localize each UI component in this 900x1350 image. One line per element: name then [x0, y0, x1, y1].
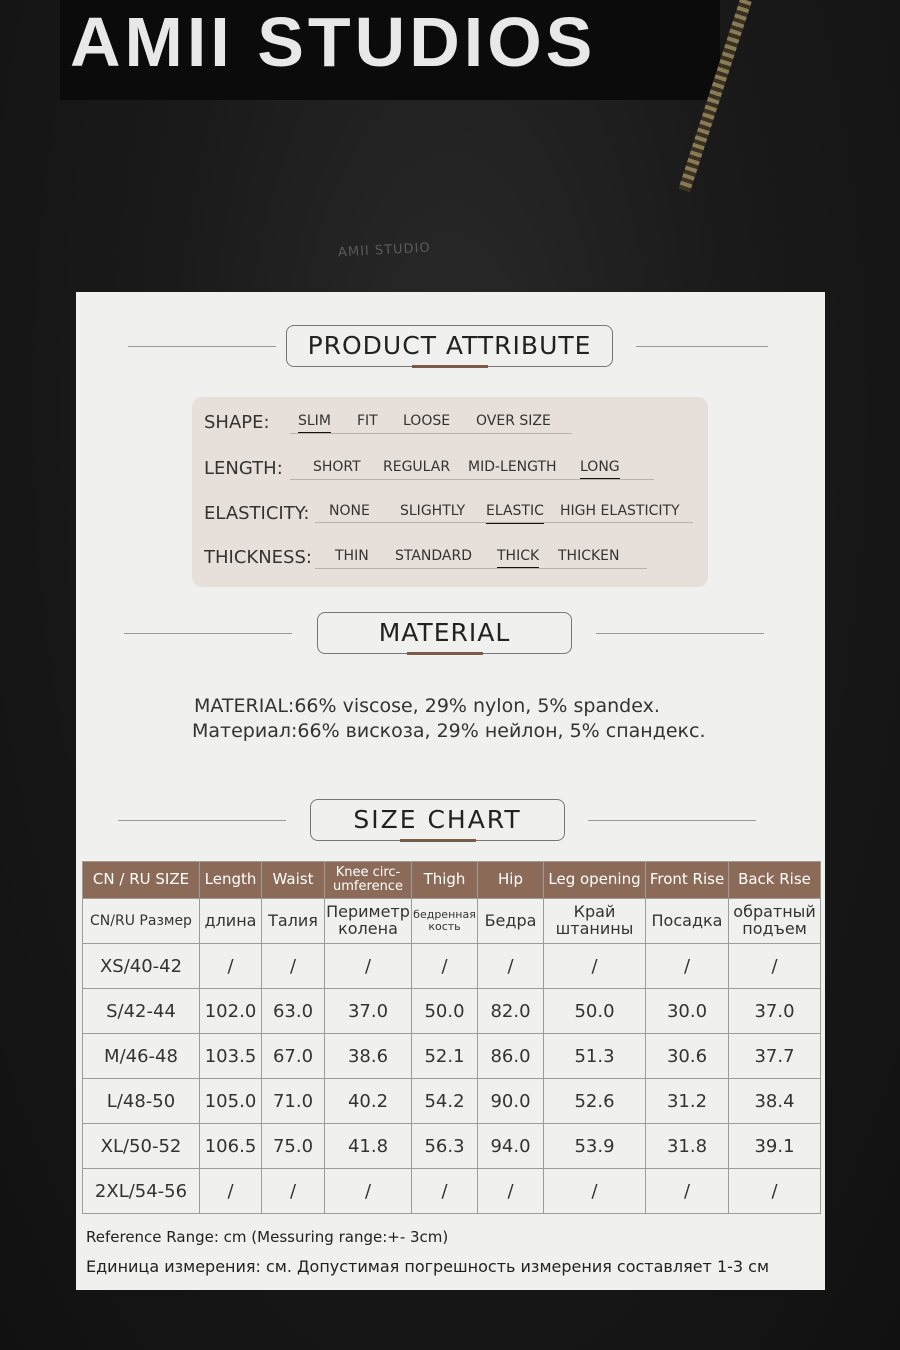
note-ru: Единица измерения: см. Допустимая погрешность измерения составляет 1-3 см [86, 1257, 770, 1276]
attr-length-option: SHORT [313, 459, 361, 475]
attr-thickness-option: THIN [335, 548, 369, 564]
header-ru-cell: Бедра [478, 899, 544, 944]
size-cell: M/46-48 [83, 1034, 200, 1079]
measure-cell: / [478, 944, 544, 989]
table-row [83, 944, 821, 989]
measure-cell: 56.3 [412, 1124, 478, 1169]
header-cell: Back Rise [729, 862, 821, 899]
note-en: Reference Range: cm (Messuring range:+- 3cm) [86, 1228, 449, 1246]
measure-cell: 53.9 [544, 1124, 646, 1169]
measure-cell: / [200, 944, 262, 989]
header-cell: Knee circ-umference [325, 862, 412, 899]
attr-shape-option: OVER SIZE [476, 413, 551, 429]
header-row-ru [83, 899, 821, 944]
attr-length-option: MID-LENGTH [468, 459, 557, 475]
brand-band-text: AMII STUDIOS [70, 3, 597, 81]
measure-cell: / [200, 1169, 262, 1214]
attr-elasticity-option: HIGH ELASTICITY [560, 503, 680, 519]
brand-waist-mark: AMII STUDIO [337, 240, 432, 261]
measure-cell: 90.0 [478, 1079, 544, 1124]
divider-line [128, 346, 276, 347]
header-cell: Hip [478, 862, 544, 899]
header-cell: Leg opening [544, 862, 646, 899]
header-ru-cell: длина [200, 899, 262, 944]
header-row-en [83, 862, 821, 899]
attr-length-option: REGULAR [383, 459, 451, 475]
row-line [290, 433, 572, 434]
header-ru-cell: Периметр колена [325, 899, 412, 944]
measure-cell: 54.2 [412, 1079, 478, 1124]
attr-thickness-option: THICK [497, 548, 540, 564]
attr-elasticity-option: NONE [329, 503, 370, 519]
title-underline [407, 652, 483, 655]
divider-line [124, 633, 292, 634]
attr-elasticity-label: ELASTICITY: [204, 503, 310, 524]
measure-cell: 50.0 [412, 989, 478, 1034]
product-attribute-title [286, 325, 613, 367]
title-underline [412, 365, 488, 368]
attr-thickness-option: THICKEN [558, 548, 620, 564]
material-title [317, 612, 572, 654]
header-ru-cell: обратный подъем [729, 899, 821, 944]
attr-thickness-label: THICKNESS: [204, 547, 312, 568]
measure-cell: 37.0 [325, 989, 412, 1034]
measure-cell: 37.7 [729, 1034, 821, 1079]
measure-cell: 67.0 [262, 1034, 325, 1079]
measure-cell: / [544, 944, 646, 989]
table-row [83, 1169, 821, 1214]
size-cell: S/42-44 [83, 989, 200, 1034]
header-ru-cell: бедренная кость [412, 899, 478, 944]
row-line [315, 522, 693, 523]
table-row [83, 1124, 821, 1169]
size-chart-title-text: SIZE CHART [353, 805, 522, 834]
measure-cell: / [729, 1169, 821, 1214]
header-cell: CN / RU SIZE [83, 862, 200, 899]
attr-shape-option: SLIM [298, 413, 331, 429]
size-cell: 2XL/54-56 [83, 1169, 200, 1214]
measure-cell: 41.8 [325, 1124, 412, 1169]
attr-thickness-option: STANDARD [395, 548, 473, 564]
measure-cell: 103.5 [200, 1034, 262, 1079]
divider-line [596, 633, 764, 634]
measure-cell: 52.1 [412, 1034, 478, 1079]
measure-cell: 106.5 [200, 1124, 262, 1169]
measure-cell: 86.0 [478, 1034, 544, 1079]
measure-cell: / [412, 1169, 478, 1214]
measure-cell: / [478, 1169, 544, 1214]
header-cell: Thigh [412, 862, 478, 899]
header-cell: Waist [262, 862, 325, 899]
material-ru: Материал:66% вискоза, 29% нейлон, 5% спандекс. [192, 720, 706, 742]
measure-cell: 37.0 [729, 989, 821, 1034]
table-row [83, 1079, 821, 1124]
divider-line [118, 820, 286, 821]
measure-cell: / [544, 1169, 646, 1214]
table-row [83, 1034, 821, 1079]
measure-cell: 39.1 [729, 1124, 821, 1169]
measure-cell: / [729, 944, 821, 989]
measure-cell: 75.0 [262, 1124, 325, 1169]
measure-cell: 50.0 [544, 989, 646, 1034]
measure-cell: 30.0 [646, 989, 729, 1034]
measure-cell: / [325, 944, 412, 989]
measure-cell: 40.2 [325, 1079, 412, 1124]
measure-cell: / [262, 1169, 325, 1214]
measure-cell: 38.4 [729, 1079, 821, 1124]
measure-cell: 52.6 [544, 1079, 646, 1124]
material-en: MATERIAL:66% viscose, 29% nylon, 5% spandex. [194, 695, 660, 717]
row-line [290, 479, 654, 480]
attr-elasticity-option: SLIGHTLY [400, 503, 466, 519]
attr-shape-option: LOOSE [403, 413, 451, 429]
table-row [83, 989, 821, 1034]
measure-cell: 102.0 [200, 989, 262, 1034]
size-cell: L/48-50 [83, 1079, 200, 1124]
product-attribute-title-text: PRODUCT ATTRIBUTE [307, 331, 592, 360]
measure-cell: 51.3 [544, 1034, 646, 1079]
attr-length-label: LENGTH: [204, 458, 283, 479]
size-cell: XS/40-42 [83, 944, 200, 989]
measure-cell: 71.0 [262, 1079, 325, 1124]
measure-cell: 31.8 [646, 1124, 729, 1169]
measure-cell: 31.2 [646, 1079, 729, 1124]
measure-cell: 82.0 [478, 989, 544, 1034]
header-ru-cell: Посадка [646, 899, 729, 944]
divider-line [636, 346, 768, 347]
measure-cell: / [646, 944, 729, 989]
size-chart-title [310, 799, 565, 841]
header-cell: Length [200, 862, 262, 899]
material-title-text: MATERIAL [378, 618, 511, 647]
size-cell: XL/50-52 [83, 1124, 200, 1169]
attr-elasticity-option: ELASTIC [486, 503, 544, 519]
title-underline [400, 839, 476, 842]
attr-shape-label: SHAPE: [204, 412, 270, 433]
size-chart-table [82, 861, 821, 1214]
measure-cell: 63.0 [262, 989, 325, 1034]
measure-cell: 30.6 [646, 1034, 729, 1079]
measure-cell: / [262, 944, 325, 989]
attr-shape-option: FIT [357, 413, 378, 429]
attr-length-option: LONG [580, 459, 620, 475]
measure-cell: / [325, 1169, 412, 1214]
header-ru-cell: CN/RU Размер [83, 899, 200, 944]
measure-cell: / [412, 944, 478, 989]
header-ru-cell: Край штанины [544, 899, 646, 944]
measure-cell: / [646, 1169, 729, 1214]
header-cell: Front Rise [646, 862, 729, 899]
measure-cell: 38.6 [325, 1034, 412, 1079]
divider-line [588, 820, 756, 821]
measure-cell: 105.0 [200, 1079, 262, 1124]
header-ru-cell: Талия [262, 899, 325, 944]
measure-cell: 94.0 [478, 1124, 544, 1169]
row-line [315, 568, 647, 569]
